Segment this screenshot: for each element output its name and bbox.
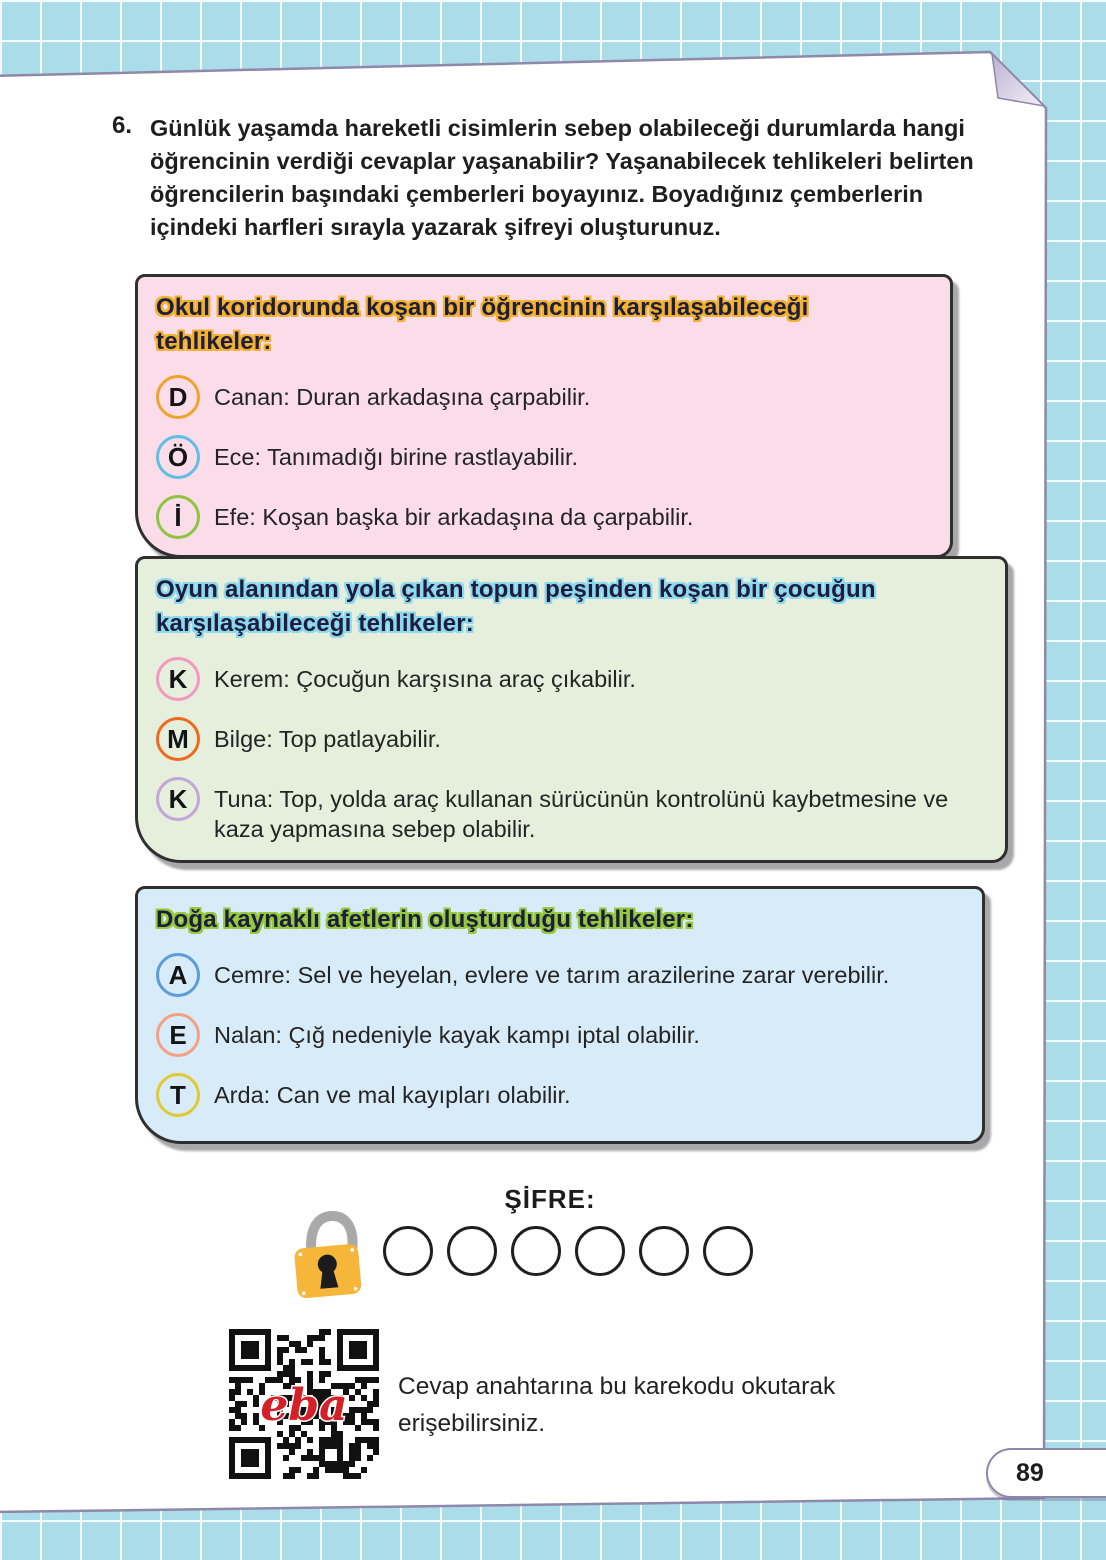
danger-item-text: Kerem: Çocuğun karşısına araç çıkabilir. — [214, 666, 636, 692]
danger-item — [156, 657, 985, 701]
danger-box-1 — [135, 274, 953, 558]
qr-code — [228, 1328, 380, 1480]
danger-item-text: Efe: Koşan başka bir arkadaşına da çarpabilir. — [214, 504, 694, 530]
letter-circle[interactable]: K — [156, 777, 200, 821]
letter-circle[interactable]: İ — [156, 495, 200, 539]
letter-circle[interactable]: D — [156, 375, 200, 419]
qr-caption: Cevap anahtarına bu karekodu okutarak erişebilirsiniz. — [398, 1373, 836, 1437]
box-title: Oyun alanından yola çıkan topun peşinden koşan bir çocuğun karşılaşabileceği tehlikeler: — [156, 576, 876, 637]
box-title: Doğa kaynaklı afetlerin oluşturduğu tehlikeler: — [156, 906, 694, 933]
lock-icon — [288, 1200, 374, 1300]
question-number: 6. — [112, 112, 133, 139]
letter-circle[interactable]: T — [156, 1073, 200, 1117]
box-title: Okul koridorunda koşan bir öğrencinin karşılaşabileceği tehlikeler: — [156, 294, 809, 355]
cipher-slots — [383, 1226, 753, 1276]
page-number-pill — [986, 1448, 1106, 1498]
cipher-slot[interactable] — [639, 1226, 689, 1276]
danger-item-text: Cemre: Sel ve heyelan, evlere ve tarım arazilerine zarar verebilir. — [214, 962, 890, 988]
letter-circle[interactable]: Ö — [156, 435, 200, 479]
page-number: 89 — [1016, 1458, 1044, 1487]
letter-circle[interactable]: E — [156, 1013, 200, 1057]
letter-circle[interactable]: K — [156, 657, 200, 701]
danger-item — [156, 777, 985, 844]
danger-item — [156, 1013, 962, 1057]
danger-item — [156, 717, 985, 761]
letter-circle[interactable]: M — [156, 717, 200, 761]
cipher-slot[interactable] — [575, 1226, 625, 1276]
danger-box-2 — [135, 556, 1008, 863]
danger-item-text: Bilge: Top patlayabilir. — [214, 726, 441, 752]
question-text: Günlük yaşamda hareketli cisimlerin sebep olabileceği durumlarda hangi öğrencinin verdiği cevaplar yaşanabilir? Yaşanabilecek tehlikeleri belirten öğrencilerin başındaki çemberleri boyayınız. Boyadığınız çemberlerin içindeki harfleri sırayla yazarak şifreyi oluşturunuz. — [150, 115, 974, 240]
letter-circle[interactable]: A — [156, 953, 200, 997]
danger-item — [156, 435, 930, 479]
danger-item — [156, 1073, 962, 1117]
danger-item — [156, 953, 962, 997]
cipher-slot[interactable] — [383, 1226, 433, 1276]
danger-item-text: Ece: Tanımadığı birine rastlayabilir. — [214, 444, 578, 470]
danger-item-text: Nalan: Çığ nedeniyle kayak kampı iptal olabilir. — [214, 1022, 700, 1048]
danger-item-text: Tuna: Top, yolda araç kullanan sürücünün kontrolünü kaybetmesine ve kaza yapmasına sebep olabilir. — [214, 786, 949, 842]
danger-item — [156, 495, 930, 539]
cipher-label: ŞİFRE: — [504, 1184, 596, 1214]
danger-box-3 — [135, 886, 985, 1144]
eba-logo: eba — [260, 1380, 348, 1431]
cipher-slot[interactable] — [703, 1226, 753, 1276]
danger-item-text: Arda: Can ve mal kayıpları olabilir. — [214, 1082, 571, 1108]
danger-item-text: Canan: Duran arkadaşına çarpabilir. — [214, 384, 591, 410]
cipher-slot[interactable] — [447, 1226, 497, 1276]
danger-item — [156, 375, 930, 419]
cipher-slot[interactable] — [511, 1226, 561, 1276]
